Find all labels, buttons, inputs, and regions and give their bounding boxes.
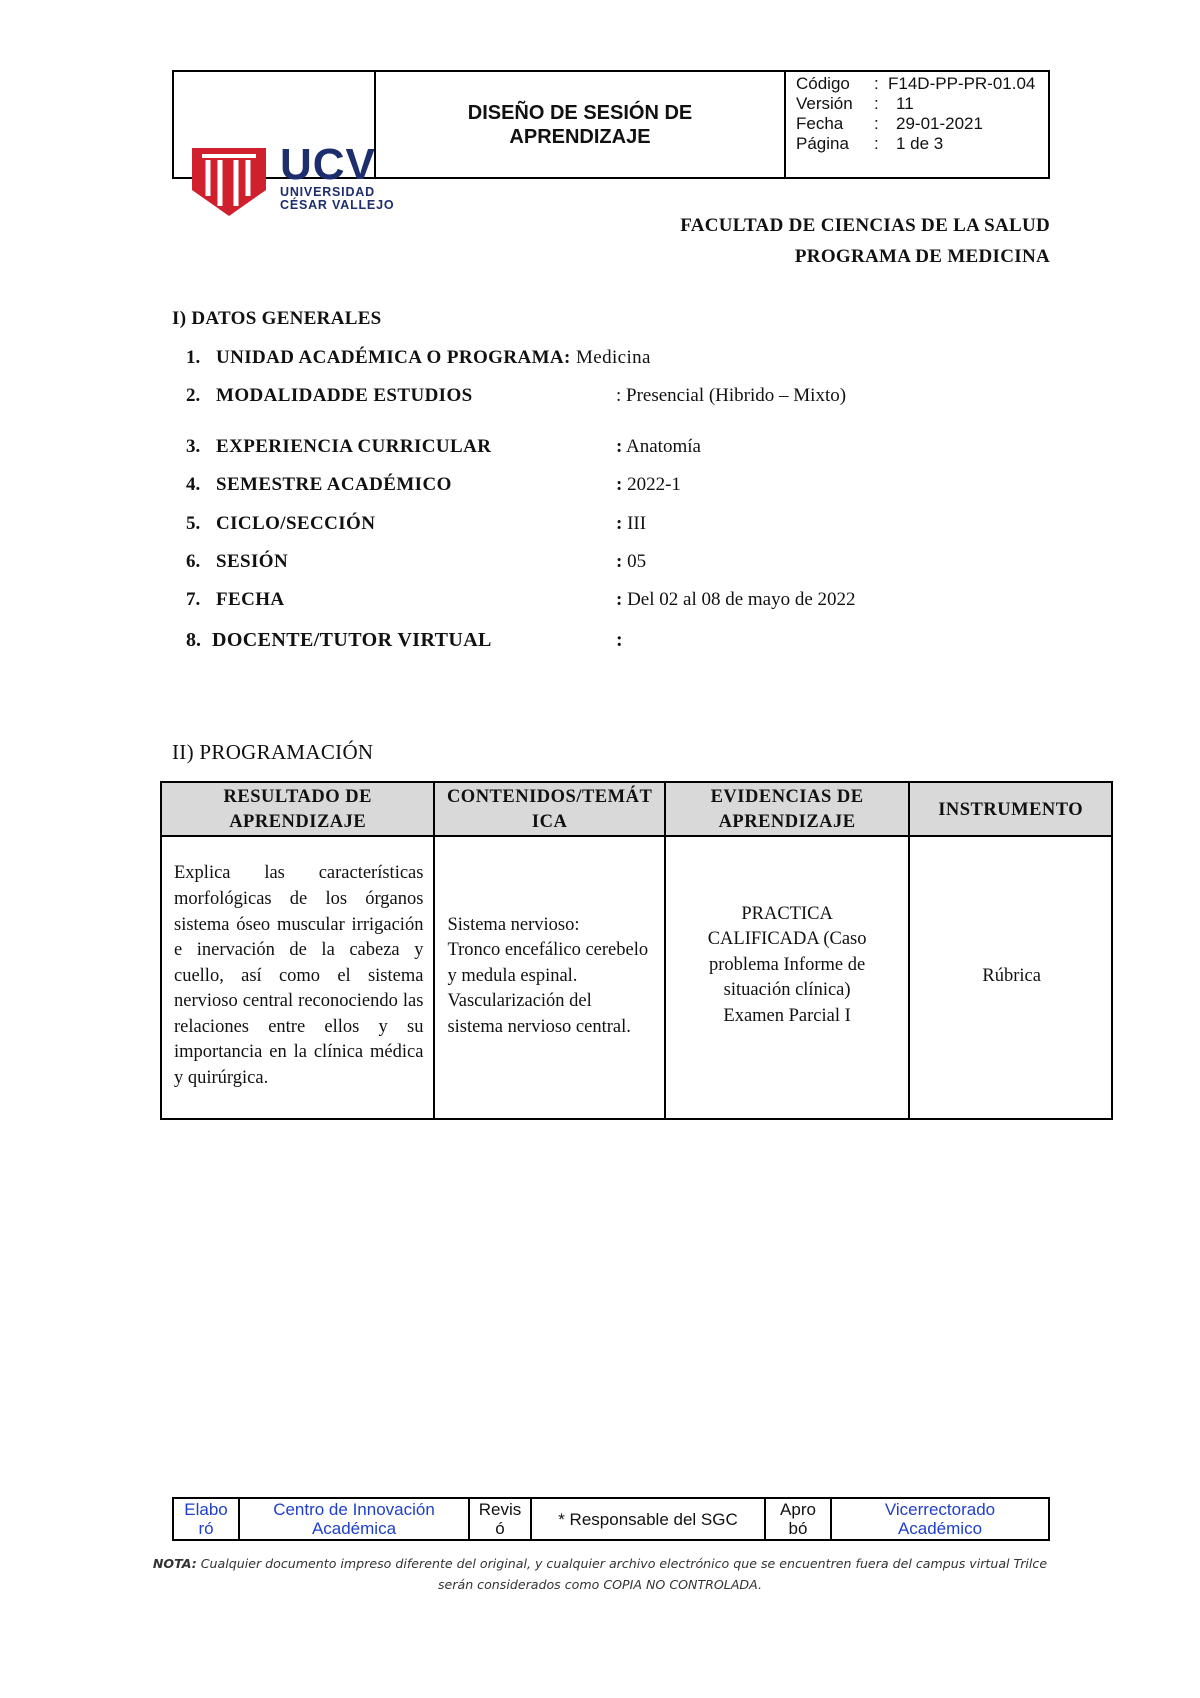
evidencia-line: PRACTICA CALIFICADA (Caso problema Informe de situación clínica) [707, 903, 867, 1001]
approval-footer [172, 1497, 1050, 1541]
item-value-text: Del 02 al 08 de mayo de 2022 [627, 589, 856, 610]
item-value [616, 551, 646, 573]
ucv-shield-icon [190, 146, 268, 218]
document-title-line2: APRENDIZAJE [509, 125, 651, 148]
contenido-line: Tronco encefálico cerebelo y medula espinal. [447, 940, 649, 986]
item-number: 1. [186, 347, 201, 368]
meta-value: 29-01-2021 [896, 114, 983, 133]
nota-text: Cualquier documento impreso diferente del original, y cualquier archivo electrónico que se encuentren fuera del campus virtual Trilce serán considerados como COPIA NO CONTROLADA. [200, 1556, 1048, 1592]
meta-pagina [796, 134, 1050, 154]
cell-instrumento: Rúbrica [909, 836, 1112, 1119]
table-row [161, 836, 1112, 1119]
footer-note [150, 1553, 1050, 1595]
evidencia-line: Examen Parcial I [723, 1005, 851, 1026]
item-label: EXPERIENCIA CURRICULAR [216, 436, 492, 457]
item-label: MODALIDADDE ESTUDIOS [216, 385, 473, 406]
ucv-line2: CÉSAR VALLEJO [280, 198, 395, 212]
ucv-logo [190, 140, 400, 218]
reviso-label [470, 1499, 532, 1539]
item-colon: : [616, 385, 622, 406]
section-programacion-title: II) PROGRAMACIÓN [172, 740, 374, 764]
reviso-value-text: * Responsable del SGC [558, 1509, 738, 1529]
aprobo-label [766, 1499, 832, 1539]
meta-colon: : [874, 94, 879, 113]
item-label [216, 347, 651, 369]
aprobo-value-text: Vicerrectorado Académico [884, 1500, 996, 1538]
item-value: Medicina [575, 347, 651, 368]
contenido-line: Sistema nervioso: [447, 914, 580, 935]
cell-resultado: Explica las características morfológicas de los órganos sistema óseo muscular irrigación e inervación de la cabeza y cuello, así como el sistema nervioso central reconociendo las relaciones entre ellos y su importancia en la clínica médica y quirúrgica. [161, 836, 434, 1119]
item-value [616, 385, 846, 407]
ucv-line1: UNIVERSIDAD [280, 185, 375, 199]
item-label: SEMESTRE ACADÉMICO [216, 474, 452, 495]
item-colon: : [616, 629, 623, 651]
meta-colon: : [874, 134, 879, 153]
meta-codigo [796, 74, 1050, 94]
item-number: 4. [186, 474, 201, 495]
item-colon: : [616, 513, 623, 534]
nota-label: NOTA: [152, 1556, 197, 1571]
document-meta [784, 72, 1050, 177]
item-value-text: 2022-1 [627, 474, 681, 495]
elaboro-label-text: Elaboró [184, 1500, 228, 1538]
contenido-line: Vascularización del sistema nervioso central. [447, 991, 631, 1037]
item-label: DOCENTE/TUTOR VIRTUAL [212, 629, 492, 651]
meta-value: F14D-PP-PR-01.04 [888, 74, 1036, 93]
header-instrumento: INSTRUMENTO [909, 782, 1112, 836]
aprobo-value [832, 1499, 1048, 1539]
item-label: SESIÓN [216, 551, 289, 572]
meta-key: Fecha [796, 114, 844, 133]
ucv-wordmark: UCV [280, 140, 376, 189]
item-colon: : [616, 589, 623, 610]
item-value [616, 436, 701, 458]
faculty-name: FACULTAD DE CIENCIAS DE LA SALUD [680, 215, 1050, 236]
item-number: 7. [186, 589, 201, 610]
reviso-value [532, 1499, 766, 1539]
ucv-logo-text [280, 140, 395, 212]
meta-key: Código [796, 74, 850, 93]
meta-value: 1 de 3 [896, 134, 944, 153]
item-colon: : [616, 474, 623, 495]
document-title-line1: DISEÑO DE SESIÓN DE [467, 101, 693, 124]
meta-key: Página [796, 134, 849, 153]
document-title [376, 72, 784, 177]
header-resultado: RESULTADO DE APRENDIZAJE [161, 782, 434, 836]
elaboro-value [240, 1499, 470, 1539]
faculty-heading [680, 210, 1050, 272]
programacion-table [160, 781, 1113, 1120]
cell-evidencias [665, 836, 910, 1119]
program-name: PROGRAMA DE MEDICINA [794, 246, 1050, 267]
table-header-row [161, 782, 1112, 836]
cell-contenidos [434, 836, 664, 1119]
item-value [616, 474, 681, 496]
reviso-label-text: Revisó [478, 1500, 522, 1538]
aprobo-label-text: Aprobó [780, 1500, 816, 1538]
item-value [616, 589, 856, 611]
item-value-text: III [627, 513, 647, 534]
item-number: 6. [186, 551, 201, 572]
item-colon: : [616, 436, 623, 457]
meta-value: 11 [896, 94, 914, 113]
item-value [616, 513, 646, 535]
meta-colon: : [874, 114, 879, 133]
item-colon: : [616, 551, 623, 572]
meta-fecha [796, 114, 1050, 134]
item-number: 8. [186, 629, 201, 651]
elaboro-label [174, 1499, 240, 1539]
item-label-text: UNIDAD ACADÉMICA O PROGRAMA: [216, 347, 571, 368]
item-value-text: Presencial (Hibrido – Mixto) [626, 385, 847, 406]
item-value-text: Anatomía [626, 436, 701, 457]
meta-key: Versión [796, 94, 853, 113]
meta-version [796, 94, 1050, 114]
header-contenidos: CONTENIDOS/TEMÁTICA [434, 782, 664, 836]
item-label: CICLO/SECCIÓN [216, 513, 376, 534]
item-number: 2. [186, 385, 201, 406]
item-number: 3. [186, 436, 201, 457]
header-evidencias: EVIDENCIAS DE APRENDIZAJE [665, 782, 910, 836]
item-value [616, 629, 623, 652]
item-label: FECHA [216, 589, 285, 610]
meta-colon: : [874, 74, 879, 93]
section-datos-generales-title: I) DATOS GENERALES [172, 308, 382, 329]
item-value-text: 05 [627, 551, 647, 572]
elaboro-value-text: Centro de Innovación Académica [273, 1500, 435, 1538]
item-number: 5. [186, 513, 201, 534]
